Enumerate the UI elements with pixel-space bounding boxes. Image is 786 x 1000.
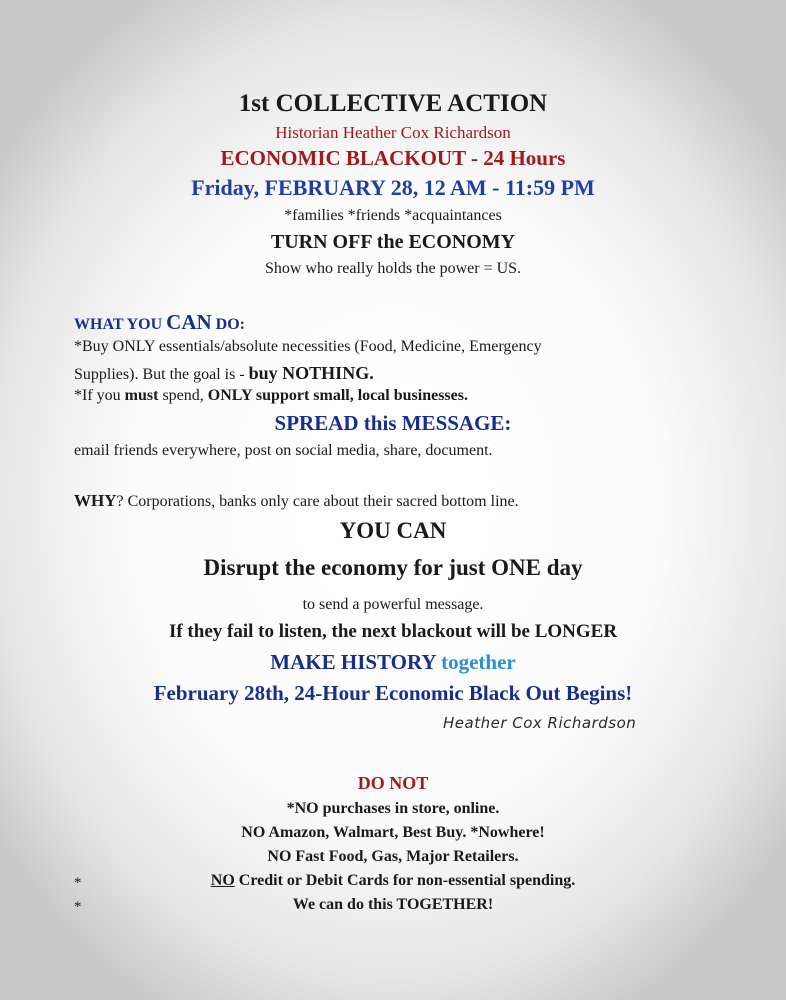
fail-line: If they fail to listen, the next blackout will be LONGER [168,621,618,642]
can-do-heading-can: CAN [166,310,212,334]
spread-detail: email friends everywhere, post on social media, share, document. [74,442,493,459]
why-line [74,492,519,510]
spread-heading: SPREAD this MESSAGE: [274,411,512,435]
title: 1st COLLECTIVE ACTION [238,90,548,117]
do-not-line-5: We can do this TOGETHER! [292,896,494,913]
why-text: ? Corporations, banks only care about their sacred bottom line. [116,493,519,510]
signature: Heather Cox Richardson [443,714,637,732]
can-do-line-2-text: Supplies). But the goal is - [74,366,249,383]
can-do-line-3-mid: spend, [158,387,208,404]
together-word: together [441,650,516,674]
make-history-text: MAKE HISTORY [270,650,442,674]
bullet-star: * [74,899,82,915]
subtitle: Historian Heather Cox Richardson [275,123,511,142]
can-do-line-3 [74,388,468,404]
can-do-heading-part2: DO: [211,316,245,333]
you-can-heading: YOU CAN [339,518,447,543]
power-line: Show who really holds the power = US. [264,260,522,277]
support-local: ONLY support small, local businesses. [207,387,468,404]
can-do-line-1: *Buy ONLY essentials/absolute necessities (Food, Medicine, Emergency [74,338,542,355]
can-do-heading [74,312,245,333]
make-history-line [0,652,786,673]
do-not-line-4 [0,873,786,889]
no-word: NO [210,872,235,889]
must-word: must [124,387,159,404]
why-label: WHY [74,491,117,510]
can-do-heading-part1: WHAT YOU [74,316,167,333]
blackout-heading: ECONOMIC BLACKOUT - 24 Hours [220,146,566,170]
can-do-line-2 [74,364,374,383]
bullet-star: * [74,875,82,891]
disrupt-heading: Disrupt the economy for just ONE day [203,555,583,580]
do-not-line-2: NO Amazon, Walmart, Best Buy. *Nowhere! [241,824,545,841]
date-line: Friday, FEBRUARY 28, 12 AM - 11:59 PM [191,175,595,200]
do-not-heading: DO NOT [357,773,429,793]
can-do-line-3-text: *If you [74,387,125,404]
audience-line: *families *friends *acquaintances [284,207,502,224]
turn-off-heading: TURN OFF the ECONOMY [270,231,516,253]
buy-nothing: buy NOTHING. [248,363,374,383]
do-not-line-1: *NO purchases in store, online. [286,800,500,817]
begins-line: February 28th, 24-Hour Economic Black Out Begins! [153,681,633,705]
send-message-line: to send a powerful message. [302,596,484,613]
do-not-line-4-text: Credit or Debit Cards for non-essential spending. [234,872,576,889]
do-not-line-3: NO Fast Food, Gas, Major Retailers. [267,848,519,865]
